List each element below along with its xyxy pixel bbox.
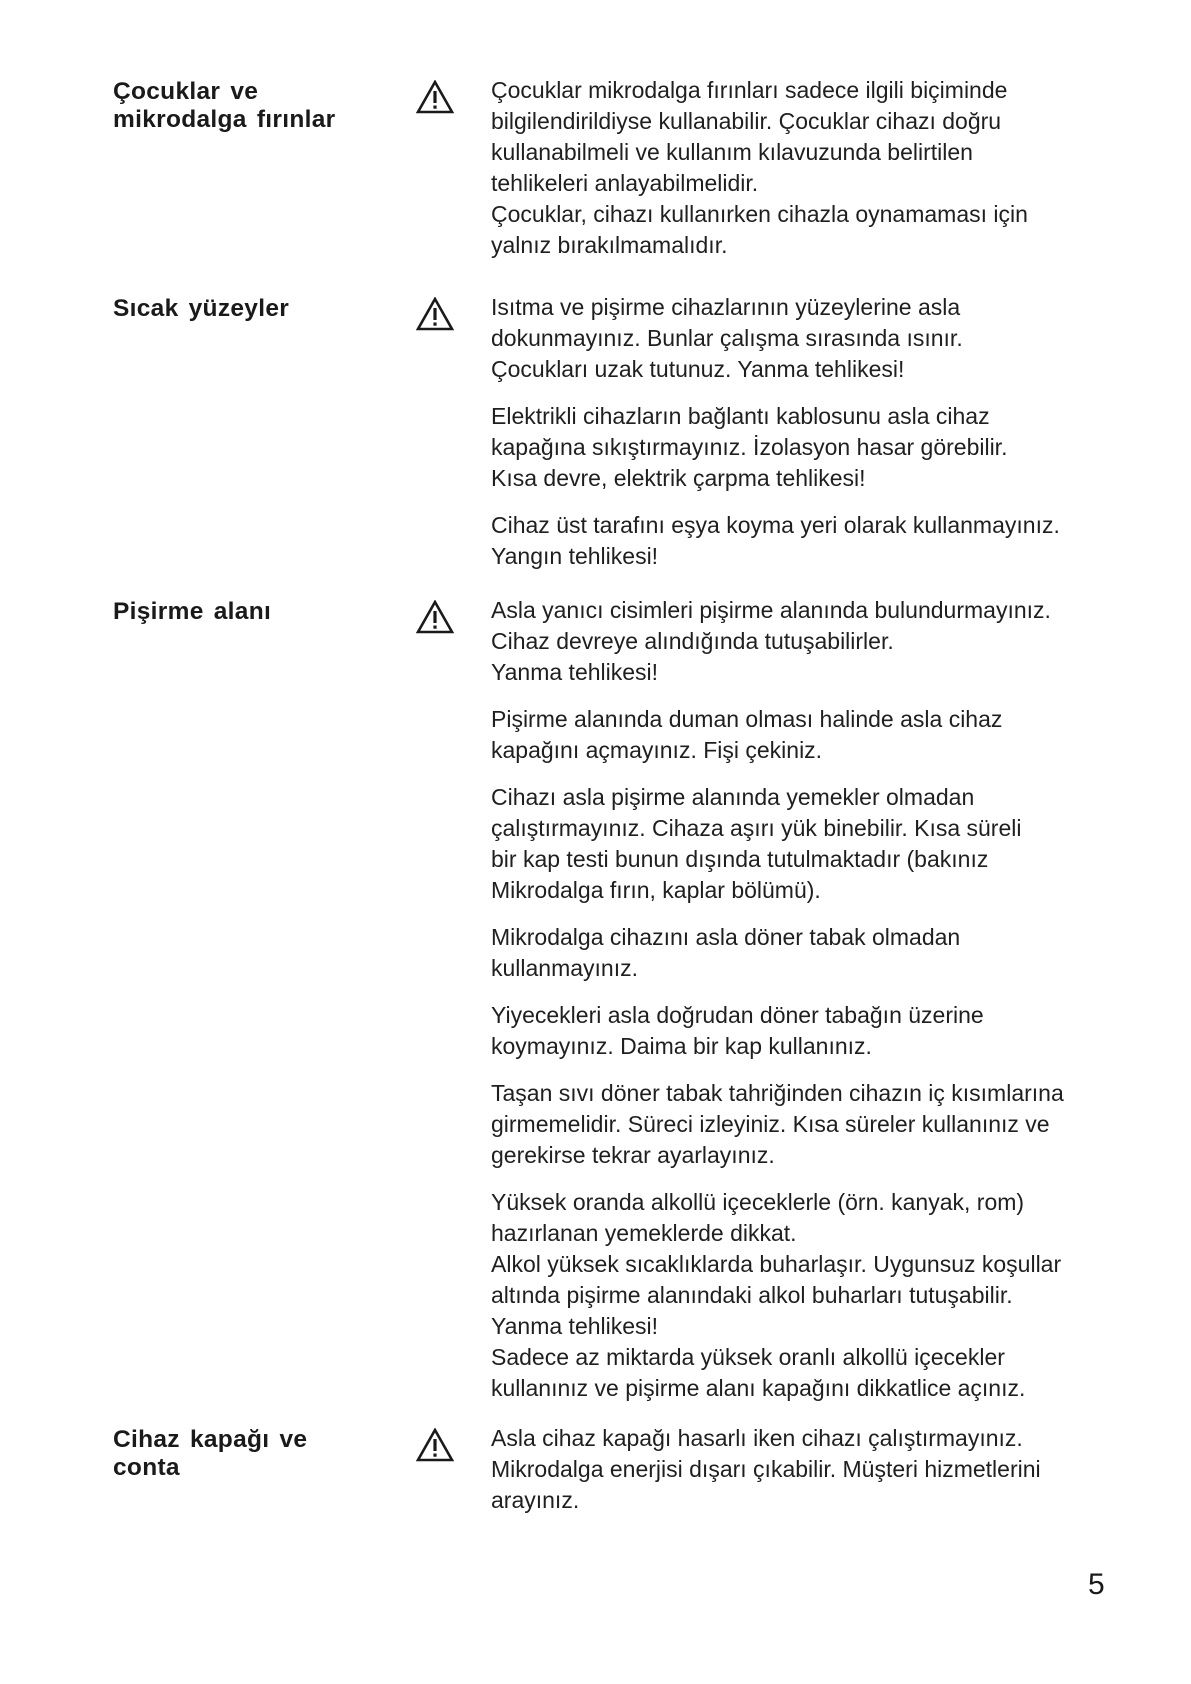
paragraph: Pişirme alanında duman olması halinde asla cihaz kapağını açmayınız. Fişi çekiniz. [491,706,1003,763]
section-heading: Cihaz kapağı ve conta [113,1426,308,1481]
section-heading: Sıcak yüzeyler [113,295,290,322]
paragraph: Cihazı asla pişirme alanında yemekler olmadan çalıştırmayınız. Cihaza aşırı yük binebilir. Kısa süreli bir kap testi bunun dışında tutulmaktadır (bakınız Mikrodalga fırın, kaplar bölümü). [491,784,1022,903]
paragraph: Taşan sıvı döner tabak tahriğinden cihazın iç kısımlarına girmemelidir. Süreci izleyiniz. Kısa süreler kullanınız ve gerekirse tekrar ayarlayınız. [491,1080,1064,1168]
warning-triangle-icon [416,297,454,331]
paragraph: Yiyecekleri asla doğrudan döner tabağın üzerine koymayınız. Daima bir kap kullanınız. [491,1002,984,1059]
section-body [491,595,1111,1420]
page-number: 5 [1088,1568,1105,1601]
section-body [491,1423,1111,1532]
section-heading: Çocuklar ve mikrodalga fırınlar [113,78,336,133]
warning-triangle-icon [416,1428,454,1462]
paragraph: Çocuklar mikrodalga fırınları sadece ilgili biçiminde bilgilendirildiyse kullanabilir. Çocuklar cihazı doğru kullanabilmeli ve kullanım kılavuzunda belirtilen tehlikeleri anlayabilmelidir. Çocuklar, cihazı kullanırken cihazla oynamaması için yalnız bırakılmamalıdır. [491,77,1028,258]
paragraph: Cihaz üst tarafını eşya koyma yeri olarak kullanmayınız. Yangın tehlikesi! [491,512,1060,569]
paragraph: Elektrikli cihazların bağlantı kablosunu asla cihaz kapağına sıkıştırmayınız. İzolasyon hasar görebilir. Kısa devre, elektrik çarpma tehlikesi! [491,403,1008,491]
paragraph: Asla cihaz kapağı hasarlı iken cihazı çalıştırmayınız. Mikrodalga enerjisi dışarı çıkabilir. Müşteri hizmetlerini arayınız. [491,1425,1041,1513]
paragraph: Mikrodalga cihazını asla döner tabak olmadan kullanmayınız. [491,924,961,981]
paragraph: Isıtma ve pişirme cihazlarının yüzeylerine asla dokunmayınız. Bunlar çalışma sırasında ısınır. Çocukları uzak tutunuz. Yanma tehlikesi! [491,294,963,382]
paragraph: Yüksek oranda alkollü içeceklerle (örn. kanyak, rom) hazırlanan yemeklerde dikkat. Alkol yüksek sıcaklıklarda buharlaşır. Uygunsuz koşullar altında pişirme alanındaki alkol buharları tutuşabilir. Yanma tehlikesi! Sadece az miktarda yüksek oranlı alkollü içecekler kullanınız ve pişirme alanı kapağını dikkatlice açınız. [491,1189,1062,1401]
warning-triangle-icon [416,80,454,114]
paragraph: Asla yanıcı cisimleri pişirme alanında bulundurmayınız. Cihaz devreye alındığında tutuşabilirler. Yanma tehlikesi! [491,597,1051,685]
warning-triangle-icon [416,600,454,634]
section-heading: Pişirme alanı [113,598,272,625]
section-body [491,75,1111,277]
section-body [491,292,1111,588]
